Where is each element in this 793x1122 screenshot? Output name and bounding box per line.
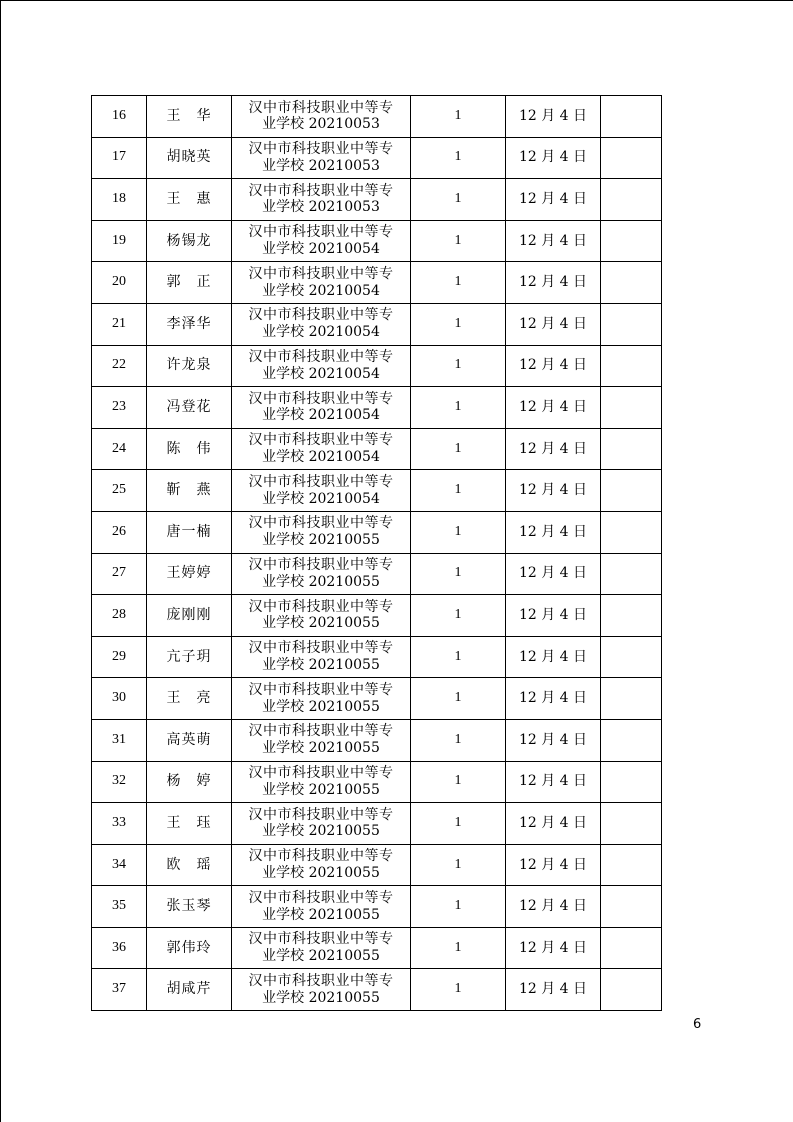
page-border-top [0,0,793,1]
unit-line1: 汉中市科技职业中等专 [248,557,394,574]
person-name: 欧 瑶 [147,844,232,886]
row-number: 18 [92,179,147,221]
unit-batch [232,678,411,720]
date: 12 月 4 日 [506,886,601,928]
unit-line2: 业学校 20210053 [262,157,380,174]
count: 1 [411,553,506,595]
count: 1 [411,803,506,845]
count: 1 [411,220,506,262]
count: 1 [411,761,506,803]
person-name: 陈 伟 [147,428,232,470]
count: 1 [411,428,506,470]
person-name: 王 珏 [147,803,232,845]
remark [601,345,662,387]
unit-line1: 汉中市科技职业中等专 [248,681,394,698]
table-row [92,595,662,637]
unit-line1: 汉中市科技职业中等专 [248,265,394,282]
unit-line2: 业学校 20210055 [262,657,380,674]
row-number: 27 [92,553,147,595]
person-name: 庞刚刚 [147,595,232,637]
roster-table-body [92,96,662,1011]
date: 12 月 4 日 [506,428,601,470]
unit-batch [232,595,411,637]
unit-line1: 汉中市科技职业中等专 [248,390,394,407]
row-number: 26 [92,511,147,553]
remark [601,553,662,595]
date: 12 月 4 日 [506,387,601,429]
person-name: 靳 燕 [147,470,232,512]
row-number: 30 [92,678,147,720]
unit-batch [232,428,411,470]
table-row [92,428,662,470]
unit-line2: 业学校 20210054 [262,324,380,341]
unit-batch [232,803,411,845]
person-name: 高英萌 [147,719,232,761]
table-row [92,803,662,845]
unit-batch [232,886,411,928]
date: 12 月 4 日 [506,345,601,387]
unit-line1: 汉中市科技职业中等专 [248,473,394,490]
unit-line1: 汉中市科技职业中等专 [248,224,394,241]
remark [601,262,662,304]
unit-line2: 业学校 20210055 [262,823,380,840]
remark [601,803,662,845]
unit-line1: 汉中市科技职业中等专 [248,349,394,366]
unit-batch [232,927,411,969]
row-number: 37 [92,969,147,1011]
unit-line1: 汉中市科技职业中等专 [248,723,394,740]
remark [601,137,662,179]
row-number: 34 [92,844,147,886]
count: 1 [411,470,506,512]
date: 12 月 4 日 [506,179,601,221]
unit-line2: 业学校 20210055 [262,573,380,590]
person-name: 胡晓英 [147,137,232,179]
table-row [92,470,662,512]
unit-batch [232,719,411,761]
date: 12 月 4 日 [506,761,601,803]
row-number: 23 [92,387,147,429]
unit-batch [232,553,411,595]
count: 1 [411,844,506,886]
unit-line1: 汉中市科技职业中等专 [248,848,394,865]
remark [601,387,662,429]
row-number: 17 [92,137,147,179]
unit-line2: 业学校 20210055 [262,906,380,923]
person-name: 王 亮 [147,678,232,720]
count: 1 [411,886,506,928]
unit-line1: 汉中市科技职业中等专 [248,640,394,657]
table-row [92,761,662,803]
unit-line1: 汉中市科技职业中等专 [248,307,394,324]
date: 12 月 4 日 [506,137,601,179]
table-row [92,969,662,1011]
unit-batch [232,179,411,221]
unit-line2: 业学校 20210054 [262,241,380,258]
row-number: 33 [92,803,147,845]
count: 1 [411,303,506,345]
person-name: 王 华 [147,96,232,138]
remark [601,595,662,637]
count: 1 [411,511,506,553]
unit-batch [232,636,411,678]
row-number: 24 [92,428,147,470]
unit-line1: 汉中市科技职业中等专 [248,598,394,615]
unit-line2: 业学校 20210055 [262,989,380,1006]
page-border-left [0,0,1,1122]
remark [601,761,662,803]
row-number: 21 [92,303,147,345]
unit-line1: 汉中市科技职业中等专 [248,432,394,449]
row-number: 25 [92,470,147,512]
table-row [92,303,662,345]
row-number: 36 [92,927,147,969]
count: 1 [411,137,506,179]
date: 12 月 4 日 [506,969,601,1011]
person-name: 李泽华 [147,303,232,345]
unit-batch [232,137,411,179]
table-row [92,387,662,429]
person-name: 唐一楠 [147,511,232,553]
unit-batch [232,96,411,138]
remark [601,636,662,678]
table-row [92,844,662,886]
count: 1 [411,927,506,969]
person-name: 许龙泉 [147,345,232,387]
page-number: 6 [693,1017,702,1032]
unit-batch [232,262,411,304]
remark [601,844,662,886]
unit-batch [232,511,411,553]
date: 12 月 4 日 [506,96,601,138]
date: 12 月 4 日 [506,803,601,845]
person-name: 亢子玥 [147,636,232,678]
unit-line2: 业学校 20210055 [262,615,380,632]
table-row [92,345,662,387]
unit-batch [232,345,411,387]
count: 1 [411,262,506,304]
table-row [92,719,662,761]
unit-batch [232,761,411,803]
table-row [92,96,662,138]
table-row [92,927,662,969]
unit-line1: 汉中市科技职业中等专 [248,141,394,158]
unit-line2: 业学校 20210055 [262,532,380,549]
count: 1 [411,595,506,637]
remark [601,511,662,553]
unit-line2: 业学校 20210055 [262,864,380,881]
row-number: 20 [92,262,147,304]
person-name: 张玉琴 [147,886,232,928]
unit-line1: 汉中市科技职业中等专 [248,806,394,823]
person-name: 王 惠 [147,179,232,221]
unit-line1: 汉中市科技职业中等专 [248,931,394,948]
unit-line2: 业学校 20210053 [262,199,380,216]
table-row [92,636,662,678]
unit-line1: 汉中市科技职业中等专 [248,889,394,906]
date: 12 月 4 日 [506,511,601,553]
date: 12 月 4 日 [506,303,601,345]
person-name: 杨 婷 [147,761,232,803]
unit-line2: 业学校 20210054 [262,407,380,424]
date: 12 月 4 日 [506,470,601,512]
remark [601,96,662,138]
unit-line2: 业学校 20210055 [262,698,380,715]
remark [601,220,662,262]
person-name: 郭 正 [147,262,232,304]
date: 12 月 4 日 [506,678,601,720]
table-row [92,220,662,262]
date: 12 月 4 日 [506,220,601,262]
unit-line1: 汉中市科技职业中等专 [248,972,394,989]
count: 1 [411,969,506,1011]
row-number: 19 [92,220,147,262]
date: 12 月 4 日 [506,719,601,761]
remark [601,969,662,1011]
unit-batch [232,387,411,429]
count: 1 [411,96,506,138]
unit-batch [232,220,411,262]
date: 12 月 4 日 [506,595,601,637]
table-row [92,262,662,304]
person-name: 冯登花 [147,387,232,429]
count: 1 [411,179,506,221]
roster-table [91,95,662,1011]
row-number: 29 [92,636,147,678]
person-name: 杨锡龙 [147,220,232,262]
count: 1 [411,678,506,720]
remark [601,303,662,345]
count: 1 [411,636,506,678]
table-row [92,886,662,928]
remark [601,428,662,470]
person-name: 郭伟玲 [147,927,232,969]
unit-line2: 业学校 20210054 [262,490,380,507]
person-name: 胡咸芹 [147,969,232,1011]
unit-line2: 业学校 20210054 [262,282,380,299]
count: 1 [411,345,506,387]
date: 12 月 4 日 [506,844,601,886]
unit-line1: 汉中市科技职业中等专 [248,99,394,116]
unit-batch [232,303,411,345]
remark [601,678,662,720]
unit-line2: 业学校 20210055 [262,781,380,798]
row-number: 28 [92,595,147,637]
person-name: 王婷婷 [147,553,232,595]
unit-line2: 业学校 20210053 [262,116,380,133]
table-row [92,179,662,221]
unit-batch [232,470,411,512]
date: 12 月 4 日 [506,553,601,595]
date: 12 月 4 日 [506,927,601,969]
row-number: 35 [92,886,147,928]
unit-batch [232,969,411,1011]
row-number: 32 [92,761,147,803]
unit-line1: 汉中市科技职业中等专 [248,182,394,199]
row-number: 22 [92,345,147,387]
remark [601,927,662,969]
unit-line2: 业学校 20210054 [262,365,380,382]
table-row [92,678,662,720]
unit-line2: 业学校 20210055 [262,948,380,965]
unit-line2: 业学校 20210055 [262,740,380,757]
date: 12 月 4 日 [506,636,601,678]
date: 12 月 4 日 [506,262,601,304]
remark [601,886,662,928]
table-row [92,553,662,595]
row-number: 31 [92,719,147,761]
unit-line2: 业学校 20210054 [262,449,380,466]
table-row [92,511,662,553]
remark [601,719,662,761]
remark [601,470,662,512]
unit-line1: 汉中市科技职业中等专 [248,515,394,532]
remark [601,179,662,221]
table-row [92,137,662,179]
count: 1 [411,719,506,761]
row-number: 16 [92,96,147,138]
unit-line1: 汉中市科技职业中等专 [248,765,394,781]
count: 1 [411,387,506,429]
unit-batch [232,844,411,886]
